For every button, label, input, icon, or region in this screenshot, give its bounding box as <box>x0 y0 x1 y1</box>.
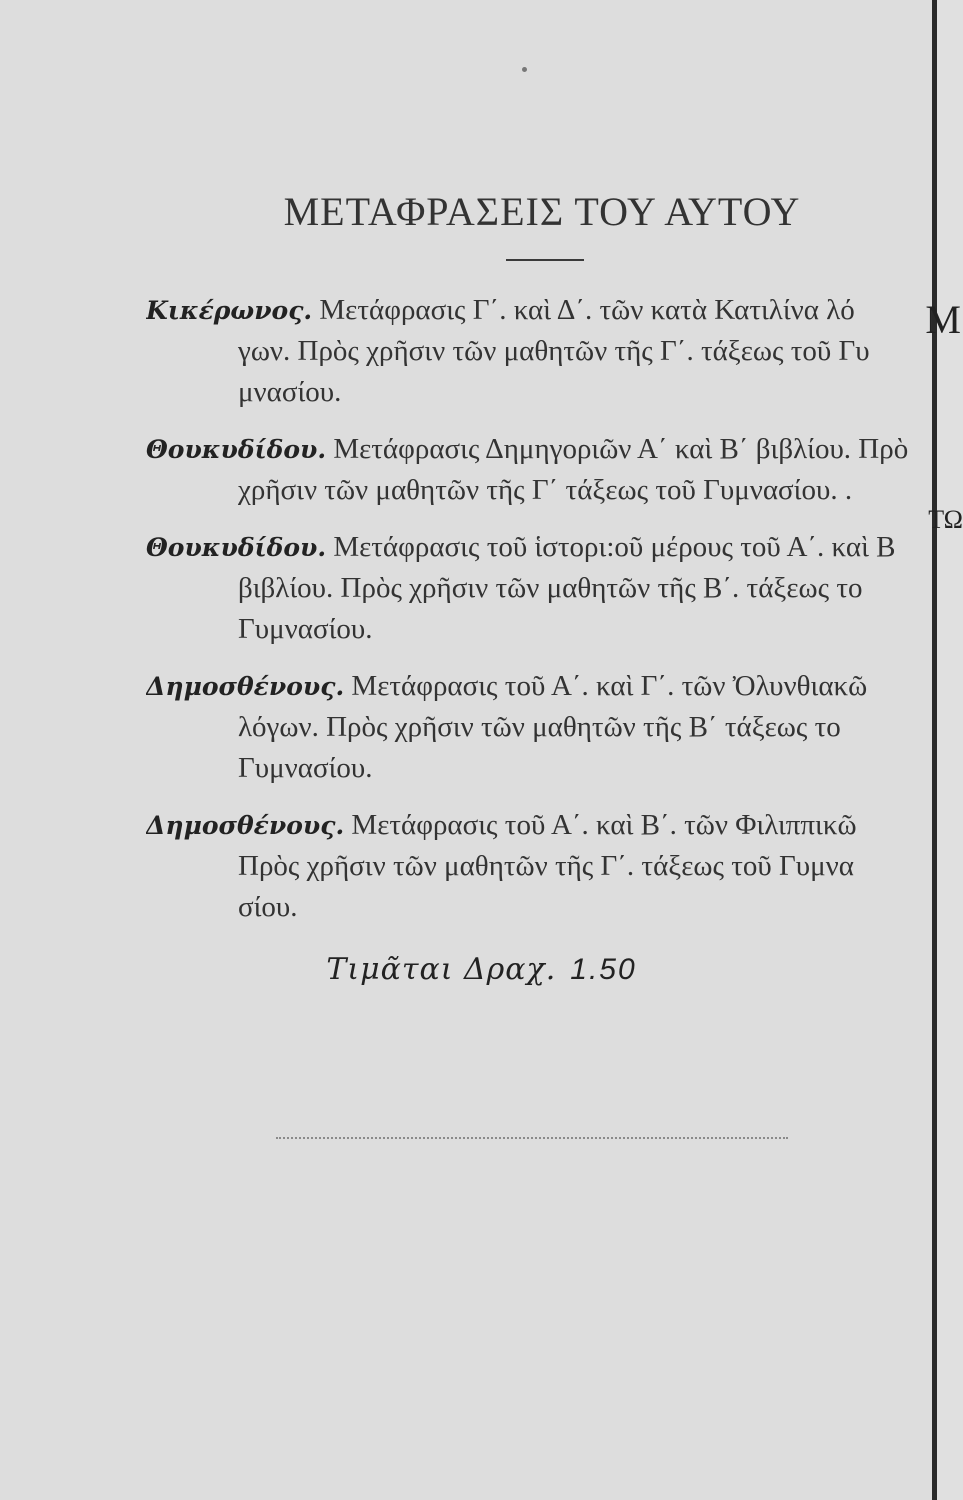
entry-text: χρῆσιν τῶν μαθητῶν τῆς Γ΄ τάξεως τοῦ Γυμνασίου. . <box>238 474 853 506</box>
list-item <box>146 429 936 511</box>
list-item <box>146 805 936 928</box>
entry-text: μνασίου. <box>238 376 342 408</box>
entry-author: Δημοσθένους. <box>146 811 345 840</box>
price-label: Τιμᾶται Δραχ. <box>326 952 557 987</box>
entry-text: σίου. <box>238 891 298 923</box>
entry-text: γων. Πρὸς χρῆσιν τῶν μαθητῶν τῆς Γ΄. τάξεως τοῦ Γυ <box>238 335 870 367</box>
adjacent-page-letter-mid: ΤΩ <box>928 505 963 534</box>
price-line <box>0 952 963 987</box>
list-item <box>146 666 936 789</box>
entry-author: Θουκυδίδου. <box>146 435 327 464</box>
price-value: 1.50 <box>570 953 637 986</box>
entry-author: Δημοσθένους. <box>146 672 345 701</box>
entry-text: Μετάφρασις τοῦ ἱστορι:οῦ μέρους τοῦ Α΄. καὶ Β <box>333 531 896 563</box>
entry-text: βιβλίου. Πρὸς χρῆσιν τῶν μαθητῶν τῆς Β΄. τάξεως το <box>238 572 863 604</box>
entry-text: Γυμνασίου. <box>238 752 373 784</box>
adjacent-page-letter-top: Μ <box>925 297 961 342</box>
entry-text: Μετάφρασις τοῦ Α΄. καὶ Β΄. τῶν Φιλιππικῶ <box>351 809 857 841</box>
page-title: ΜΕΤΑΦΡΑΣΕΙΣ ΤΟΥ ΑΥΤΟΥ <box>283 189 801 234</box>
entry-text: Μετάφρασις Γ΄. καὶ Δ΄. τῶν κατὰ Κατιλίνα λό <box>319 294 855 326</box>
entry-author: Θουκυδίδου. <box>146 533 327 562</box>
dotted-separator <box>276 1137 788 1139</box>
entry-text: Πρὸς χρῆσιν τῶν μαθητῶν τῆς Γ΄. τάξεως τοῦ Γυμνα <box>238 850 854 882</box>
entry-text: Μετάφρασις τοῦ Α΄. καὶ Γ΄. τῶν Ὀλυνθιακῶ <box>351 670 868 702</box>
entry-author: Κικέρωνος. <box>146 296 313 325</box>
print-speck <box>522 67 527 72</box>
title-divider <box>506 259 584 261</box>
entry-text: Γυμνασίου. <box>238 613 373 645</box>
list-item <box>146 527 936 650</box>
translations-list <box>146 290 936 944</box>
list-item <box>146 290 936 413</box>
entry-text: Μετάφρασις Δημηγοριῶν Α΄ καὶ Β΄ βιβλίου. Πρὸ <box>333 433 909 465</box>
entry-text: λόγων. Πρὸς χρῆσιν τῶν μαθητῶν τῆς Β΄ τάξεως το <box>238 711 841 743</box>
